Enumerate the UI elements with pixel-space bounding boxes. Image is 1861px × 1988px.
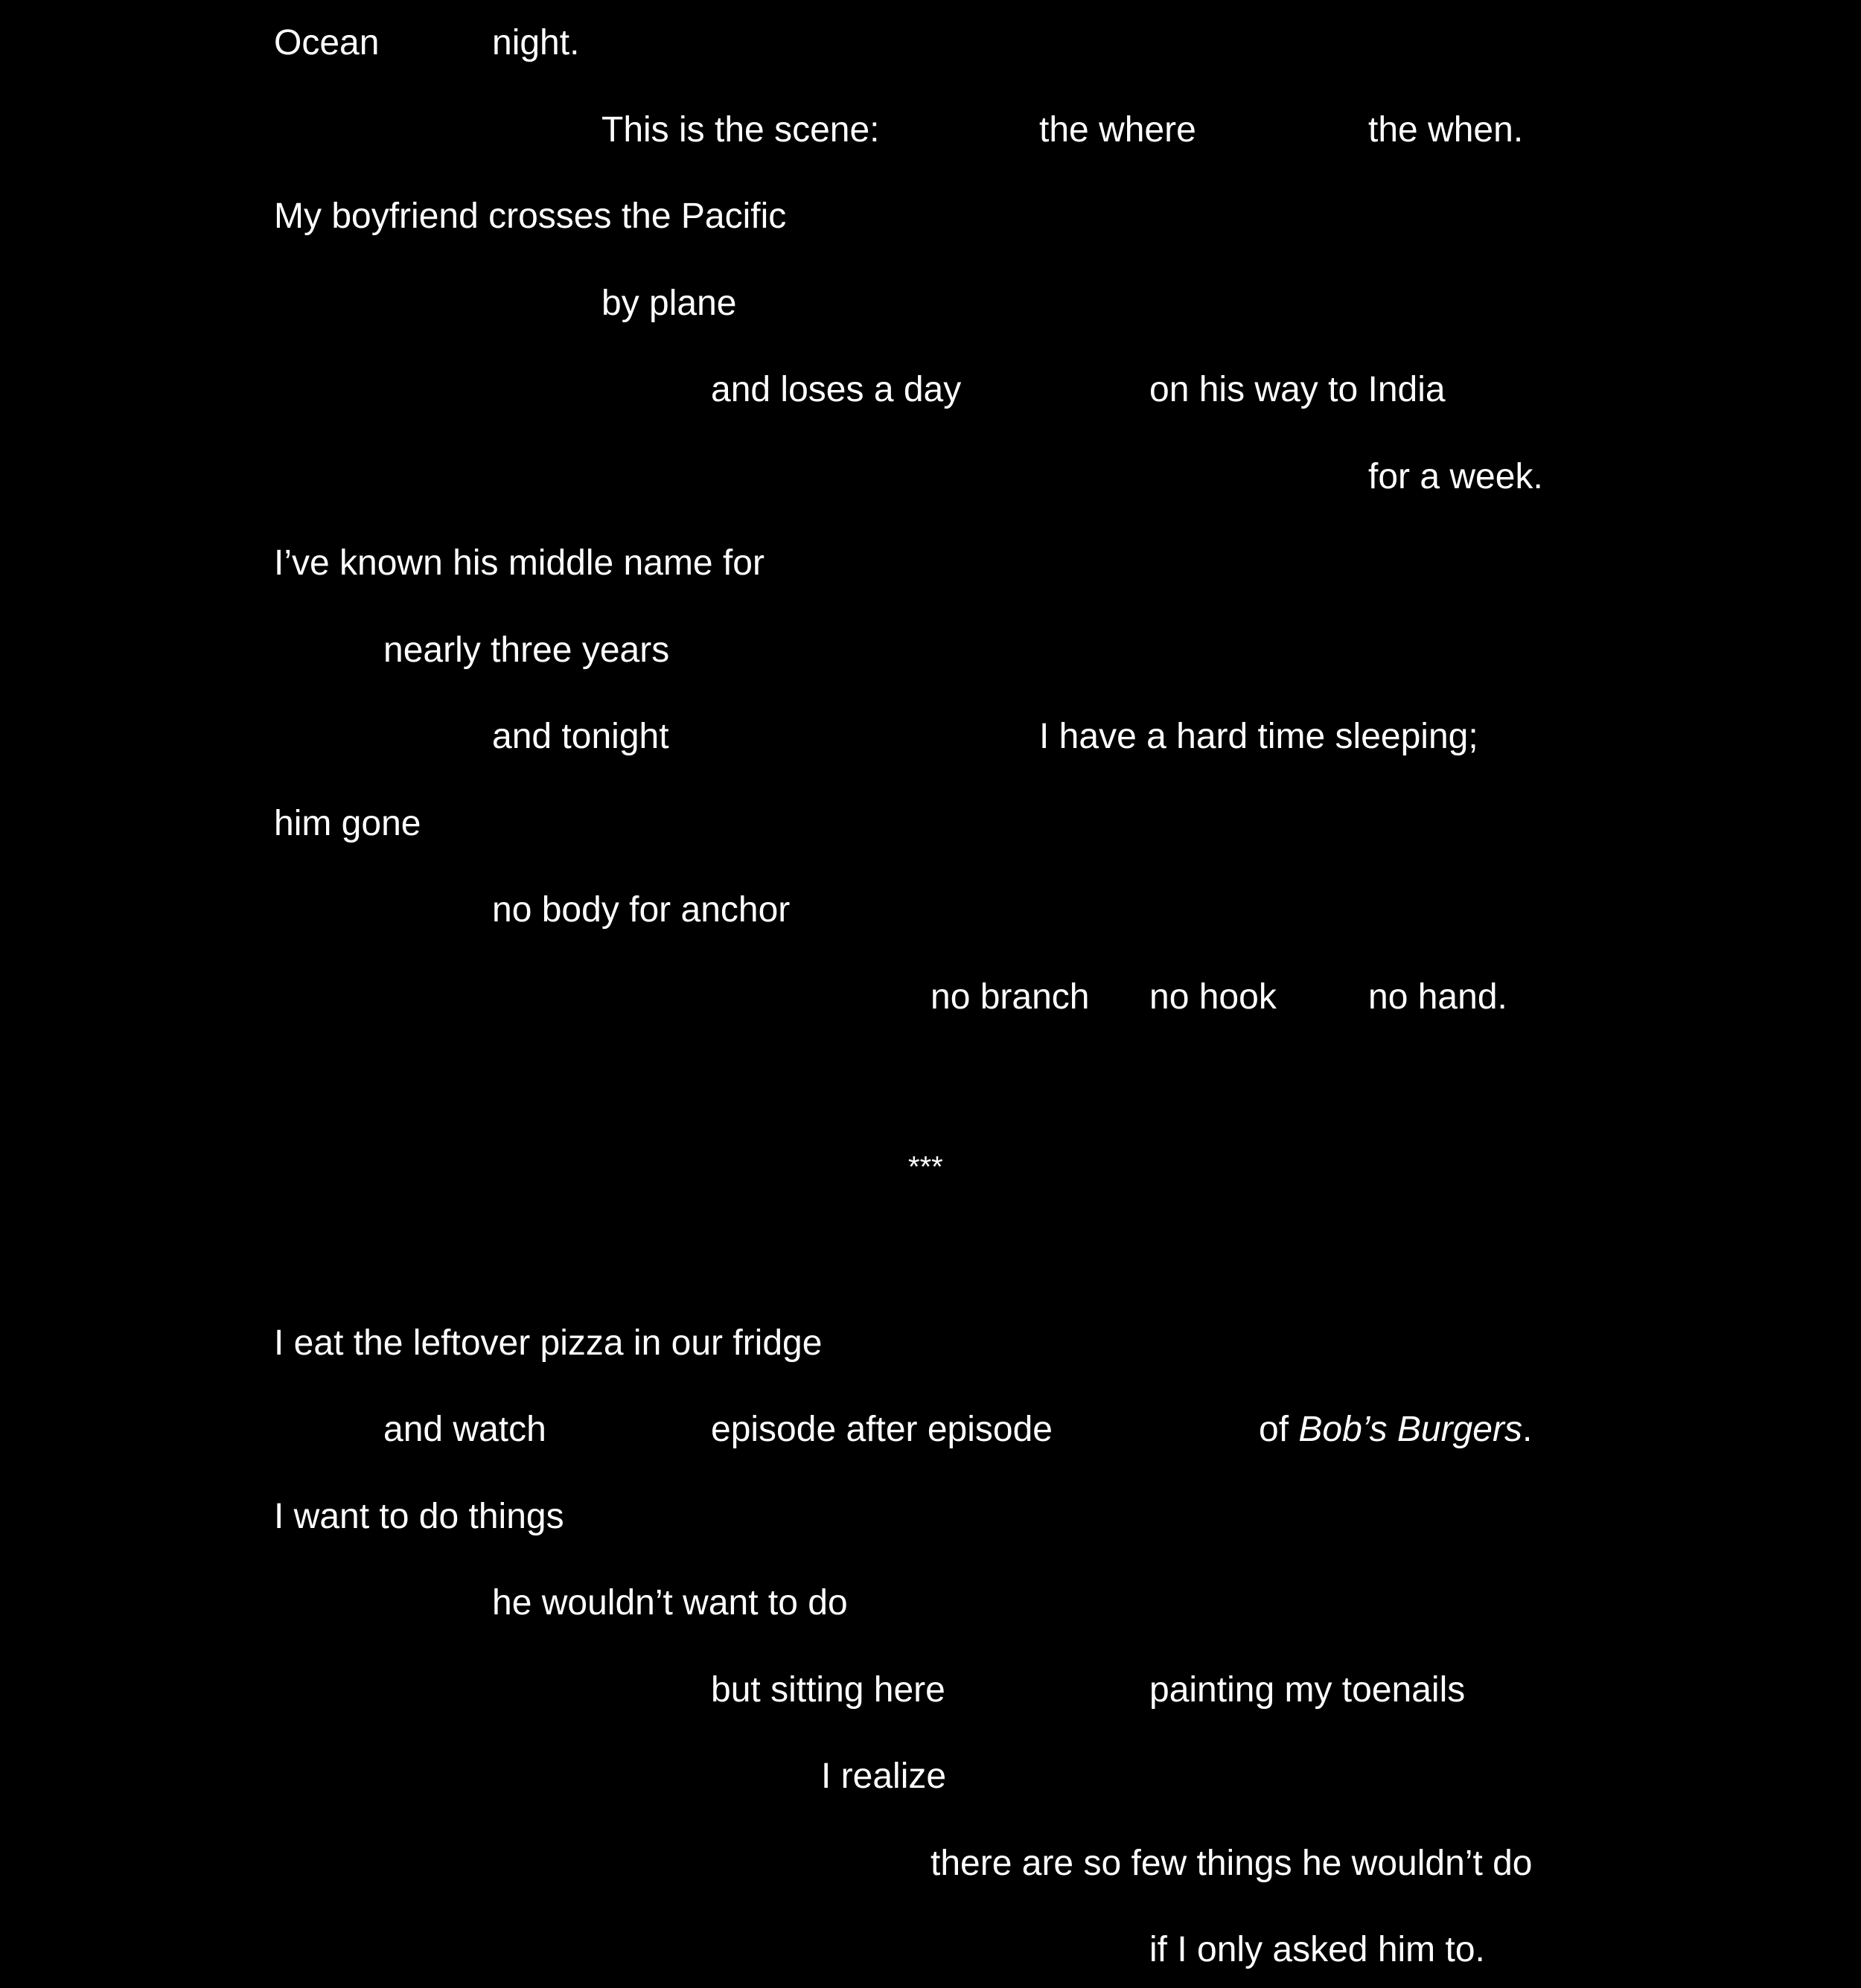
section-separator: *** <box>908 1151 943 1183</box>
poem-fragment: if I only asked him to. <box>1149 1930 1485 1969</box>
poem-fragment: nearly three years <box>383 630 670 670</box>
poem-fragment: episode after episode <box>711 1410 1053 1449</box>
poem-fragment: he wouldn’t want to do <box>492 1583 848 1623</box>
poem-fragment: I eat the leftover pizza in our fridge <box>274 1323 823 1363</box>
poem-fragment: and tonight <box>492 717 669 756</box>
poem-fragment: and loses a day <box>711 370 962 409</box>
poem-fragment: and watch <box>383 1410 546 1449</box>
poem-fragment: for a week. <box>1368 457 1543 496</box>
poem-fragment: I have a hard time sleeping; <box>1039 717 1478 756</box>
poem-fragment-title <box>1259 1412 1532 1448</box>
show-title: Bob’s Burgers <box>1298 1410 1522 1449</box>
poem-fragment: on his way to India <box>1149 370 1446 409</box>
poem-fragment: no hand. <box>1368 977 1507 1017</box>
title-prefix: of <box>1259 1410 1299 1449</box>
title-suffix: . <box>1522 1410 1533 1449</box>
poem-fragment: no body for anchor <box>492 890 791 930</box>
poem-fragment: no hook <box>1149 977 1277 1017</box>
poem-fragment: the when. <box>1368 110 1524 150</box>
poem-fragment: My boyfriend crosses the Pacific <box>274 196 787 236</box>
poem-fragment: This is the scene: <box>601 110 880 150</box>
poem-fragment: there are so few things he wouldn’t do <box>930 1844 1533 1883</box>
poem-fragment: I want to do things <box>274 1497 564 1536</box>
poem-fragment: I’ve known his middle name for <box>274 543 764 583</box>
poem-fragment: the where <box>1039 110 1196 150</box>
poem-fragment: no branch <box>930 977 1090 1017</box>
poem-fragment: painting my toenails <box>1149 1670 1466 1710</box>
poem-fragment: but sitting here <box>711 1670 945 1710</box>
poem-fragment: Ocean <box>274 23 380 63</box>
poem-fragment: I realize <box>821 1757 947 1796</box>
poem-fragment: night. <box>492 23 580 63</box>
poem-fragment: by plane <box>601 284 737 323</box>
poem-fragment: him gone <box>274 804 421 843</box>
